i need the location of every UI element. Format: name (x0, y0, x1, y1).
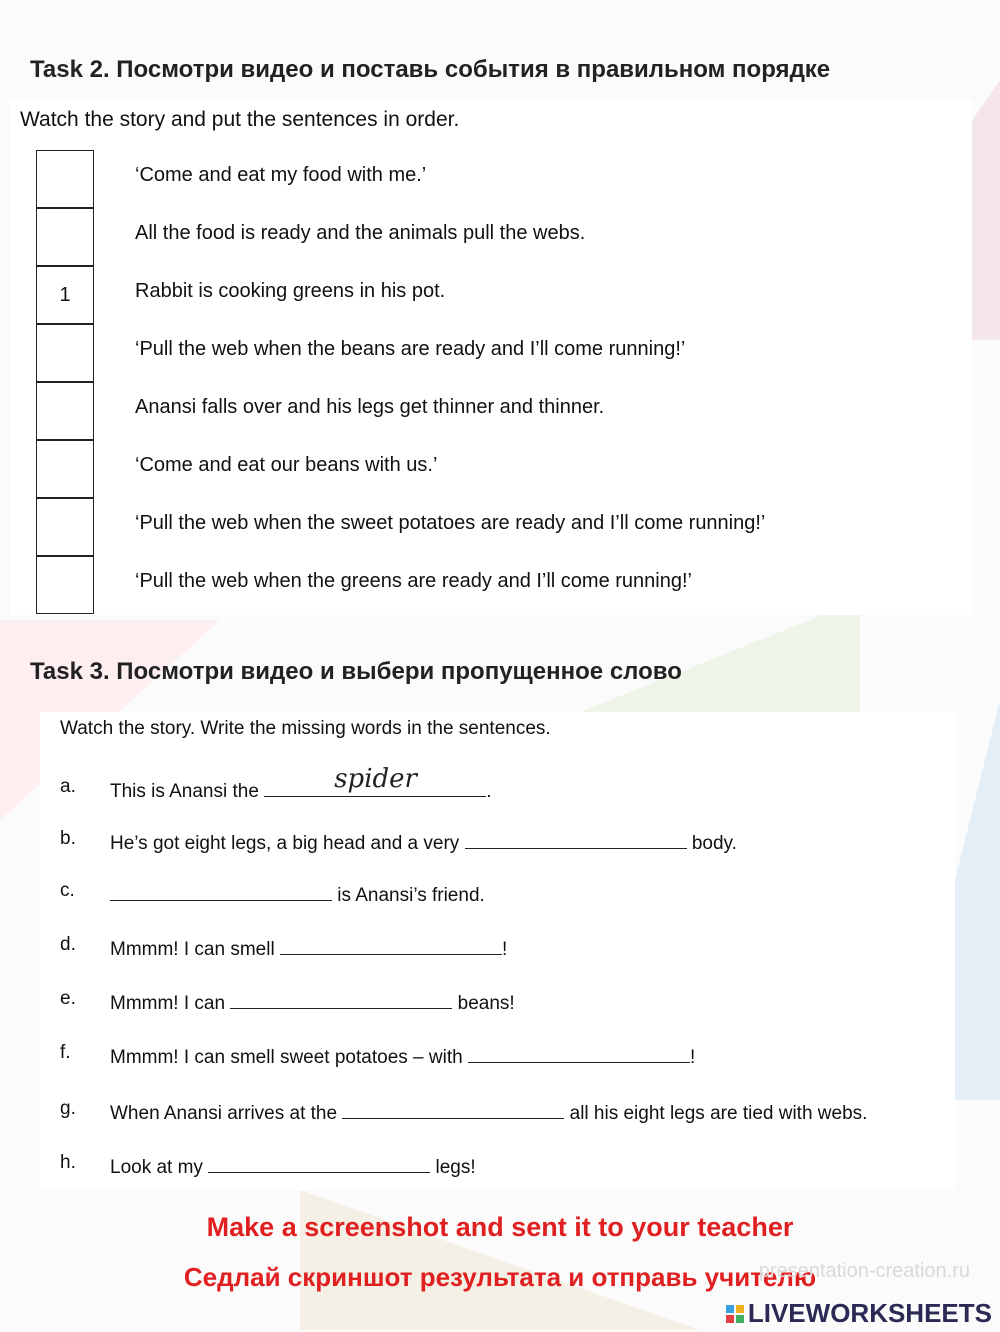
order-number-input[interactable] (36, 440, 94, 498)
sentence-text (110, 1042, 695, 1069)
sentence-before: This is Anansi the (110, 781, 265, 802)
sentence-letter: h. (60, 1152, 76, 1173)
order-number-input[interactable] (36, 150, 94, 208)
order-number-input[interactable] (36, 382, 94, 440)
sentence-letter: d. (60, 934, 76, 955)
sentence-before: Look at my (110, 1157, 209, 1178)
order-sentence: ‘Pull the web when the beans are ready and I’ll come running!’ (135, 338, 686, 360)
order-number-input[interactable] (36, 208, 94, 266)
order-row (36, 382, 936, 440)
sentence-before: Mmmm! I can smell (110, 939, 280, 960)
sentence-letter: b. (60, 828, 76, 849)
sentence-text (110, 828, 737, 855)
sentence-before: He’s got eight legs, a big head and a very (110, 833, 465, 854)
order-row (36, 498, 936, 556)
answer-blank-input[interactable] (264, 764, 486, 797)
answer-blank-input[interactable] (465, 828, 687, 849)
order-row (36, 324, 936, 382)
task3-title: Task 3. Посмотри видео и выбери пропущенное слово (30, 658, 682, 685)
order-sentence: ‘Pull the web when the greens are ready and I’ll come running!’ (135, 570, 692, 592)
order-number-input[interactable] (36, 498, 94, 556)
sentence-after: ! (689, 1047, 696, 1068)
order-sentence: Anansi falls over and his legs get thinner and thinner. (135, 396, 605, 418)
order-number-input[interactable] (36, 556, 94, 614)
watermark: presentation-creation.ru (758, 1260, 970, 1282)
order-number-input[interactable] (36, 324, 94, 382)
sentence-letter: a. (60, 776, 76, 797)
sentence-letter: e. (60, 988, 76, 1009)
sentence-text (110, 1098, 867, 1125)
order-sentence: All the food is ready and the animals pull the webs. (135, 222, 586, 244)
order-sentence: ‘Come and eat my food with me.’ (135, 164, 427, 186)
sentence-text (110, 880, 485, 907)
task3-instruction: Watch the story. Write the missing words in the sentences. (60, 718, 551, 739)
sentence-text (110, 934, 507, 961)
order-row (36, 208, 936, 266)
order-number-input[interactable]: 1 (36, 266, 94, 324)
footer-instruction-ru: Седлай скриншот результата и отправь учителю (183, 1262, 817, 1292)
order-sentence: ‘Come and eat our beans with us.’ (135, 454, 438, 476)
sentence-after: is Anansi’s friend. (332, 885, 485, 906)
answer-blank-input[interactable] (110, 880, 332, 901)
answer-blank-input[interactable] (342, 1098, 564, 1119)
sentence-text (110, 988, 515, 1015)
sentence-after: ! (501, 939, 508, 960)
sentence-letter: g. (60, 1098, 76, 1119)
sentence-after: all his eight legs are tied with webs. (564, 1103, 868, 1124)
order-row (36, 266, 936, 324)
logo-text: LIVEWORKSHEETS (747, 1298, 992, 1328)
answer-blank-input[interactable] (208, 1152, 430, 1173)
order-row (36, 556, 936, 614)
answer-blank-input[interactable] (280, 934, 502, 955)
sentence-letter: f. (60, 1042, 71, 1063)
sentence-after: . (486, 781, 492, 802)
sentence-text (110, 1152, 476, 1179)
sentence-before: Mmmm! I can (110, 993, 231, 1014)
answer-text: spider (334, 764, 417, 794)
task2-instruction: Watch the story and put the sentences in order. (20, 108, 460, 131)
sentence-before: Mmmm! I can smell sweet potatoes – with (110, 1047, 468, 1068)
logo-icon (726, 1305, 744, 1323)
sentence-after: beans! (452, 993, 515, 1014)
order-sentence: Rabbit is cooking greens in his pot. (135, 280, 446, 302)
sentence-after: legs! (430, 1157, 476, 1178)
task2-title: Task 2. Посмотри видео и поставь события в правильном порядке (30, 56, 831, 83)
order-sentence: ‘Pull the web when the sweet potatoes are ready and I’ll come running!’ (135, 512, 766, 534)
liveworksheets-logo[interactable] (726, 1298, 992, 1329)
order-row (36, 150, 936, 208)
sentence-before: When Anansi arrives at the (110, 1103, 343, 1124)
sentence-letter: c. (60, 880, 75, 901)
answer-blank-input[interactable] (230, 988, 452, 1009)
footer-instruction-en: Make a screenshot and sent it to your teacher (206, 1212, 794, 1242)
sentence-after: body. (686, 833, 737, 854)
sentence-text (110, 764, 492, 803)
order-row (36, 440, 936, 498)
answer-blank-input[interactable] (468, 1042, 690, 1063)
